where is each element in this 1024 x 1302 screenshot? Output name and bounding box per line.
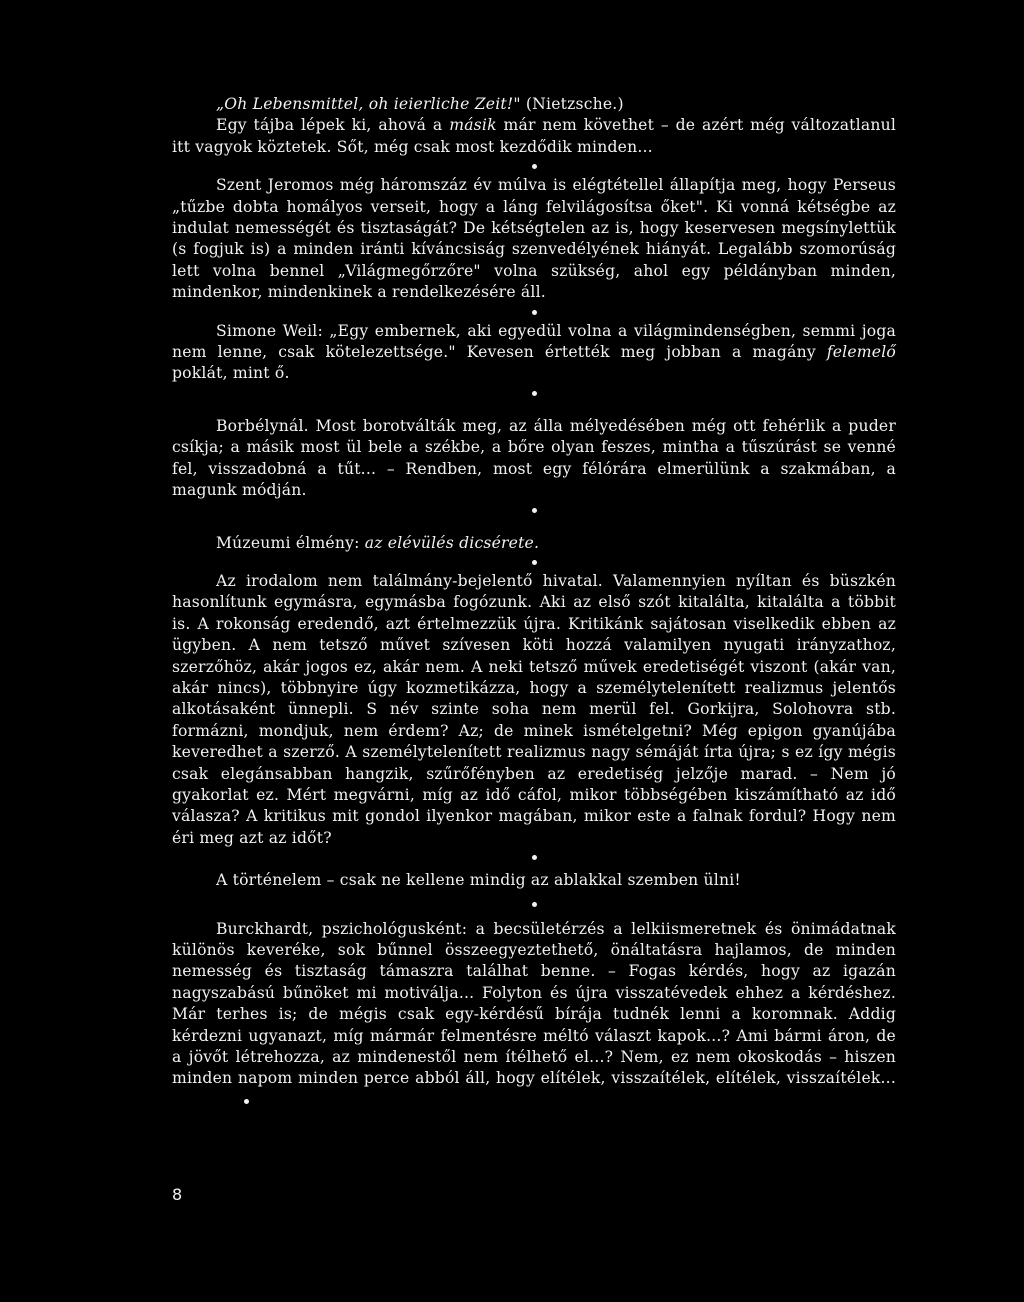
page-text — [172, 94, 896, 1112]
muzeum-emphasis: az elévülés dicsérete. — [364, 533, 540, 552]
nietzsche-quote: „Oh Lebensmittel, oh ieierliche Zeit!" — [216, 95, 521, 113]
section-separator — [172, 554, 896, 571]
paragraph-weil — [172, 321, 896, 385]
section-separator — [172, 385, 896, 402]
bullet-dot-icon — [532, 902, 537, 907]
nietzsche-source: (Nietzsche.) — [520, 95, 624, 113]
paragraph-intro — [172, 115, 896, 158]
section-separator — [172, 896, 896, 913]
weil-text-a: Simone Weil: „Egy embernek, aki egyedül volna a világmindenségben, semmi joga nem lenne, csak kötelezettsége." Kevesen értették meg jobban a magány — [172, 321, 896, 362]
section-separator — [172, 304, 896, 321]
section-separator — [172, 158, 896, 175]
bullet-dot-icon — [532, 391, 537, 396]
bullet-dot-icon — [532, 560, 537, 565]
bullet-dot-icon — [532, 855, 537, 860]
intro-emphasis: másik — [449, 116, 497, 135]
weil-emphasis: felemelő — [826, 343, 896, 362]
intro-text-a: Egy tájba lépek ki, ahová a — [216, 116, 450, 135]
weil-text-b: poklát, mint ő. — [172, 364, 290, 383]
intro-text-b: már nem követhet – de azért még változatlanul itt vagyok köztetek. Sőt, még csak most kezdődik minden... — [172, 116, 897, 156]
paragraph-tortenelem: A történelem – csak ne kellene mindig az ablakkal szemben ülni! — [216, 871, 741, 890]
bullet-dot-icon — [532, 164, 537, 169]
bullet-dot-icon — [244, 1099, 249, 1104]
page-number: 8 — [172, 1185, 183, 1204]
muzeum-text: Múzeumi élmény: — [216, 533, 365, 552]
epigraph — [172, 94, 896, 115]
section-separator — [172, 502, 896, 519]
paragraph-muzeum — [172, 533, 896, 554]
paragraph-burckhardt — [172, 919, 896, 1112]
burckhardt-text: Burckhardt, pszichológusként: a becsületérzés a lelkiismeretnek és önimádatnak különös keveréke, sok bűnnel összeegyeztethető, önáltatásra hajlamos, de minden nemesség és tisztaság támaszra találhat benne. – Fogas kérdés, hogy az igazán nagyszabású bűnöket mi motiválja... Folyton és újra visszatévedek ehhez a kérdéshez. Már terhes is; de mégis csak egy-kérdésű bírája tudnék lenni a koromnak. Addig kérdezni ugyanazt, míg mármár felmentésre méltó választ kapok...? Ami bármi áron, de a jövőt létrehozza, az mindenestől nem ítélhető el...? Nem, ez nem okoskodás – hiszen minden napom minden perce abból áll, hogy elítélek, visszaítélek, elítélek, visszaítélek... — [172, 919, 896, 1088]
paragraph-irodalom: Az irodalom nem találmány-bejelentő hivatal. Valamennyien nyíltan és büszkén hasonlítunk egymásra, egymásba fogózunk. Aki az első szót kitalálta, kitalálta a többit is. A rokonság eredendő, azt értelmezzük újra. Kritikánk sajátosan viselkedik ebben az ügyben. A nem tetsző művet szívesen köti hozzá valamilyen nyugati irányzathoz, szerzőhöz, akár jogos ez, akár nem. A neki tetsző művek eredetiségét viszont (akár van, akár nincs), többnyire úgy kozmetikázza, hogy a személytelenített realizmus jelentős alkotásaként ünnepli. S név szinte soha nem merül fel. Gorkijra, Solohovra stb. formázni, mondjuk, nem érdem? Az; de minek ismételgetni? Még epigon gyanújába keveredhet a szerző. A személytelenített realizmus nagy sémáját írta újra; s ez így mégis csak elegánsabban hangzik, szűrőfényben az eredetiség jelzője marad. – Nem jó gyakorlat ez. Mért megvárni, míg az idő cáfol, mikor többségében kiszámítható az idő válasza? A kritikus mit gondol ilyenkor magában, mikor este a falnak fordul? Hogy nem éri meg azt az időt? — [172, 571, 896, 847]
bullet-dot-icon — [532, 508, 537, 513]
bullet-dot-icon — [532, 310, 537, 315]
section-separator — [172, 849, 896, 866]
section-separator — [200, 1090, 249, 1111]
paragraph-jeromos: Szent Jeromos még háromszáz év múlva is elégtétellel állapítja meg, hogy Perseus „tűzbe dobta homályos verseit, hogy a láng felvilágosítsa őket". Ki vonná kétségbe az indulat nemességét és tisztaságát? De kétségtelen az is, hogy keservesen megsínylettük (s fogjuk is) a minden iránti kíváncsiság szenvedélyének hiányát. Legalább szomorúság lett volna bennel „Világmegőrzőre" volna szükség, ahol egy példányban minden, mindenkor, mindenkinek a rendelkezésére áll. — [172, 176, 896, 302]
paragraph-borbely: Borbélynál. Most borotválták meg, az álla mélyedésében még ott fehérlik a puder csíkja; a másik most ül bele a székbe, a bőre olyan feszes, mintha a tűszúrást se venné fel, visszadobná a tűt... – Rendben, most egy félórára elmerülünk a szakmában, a magunk módján. — [172, 416, 896, 500]
